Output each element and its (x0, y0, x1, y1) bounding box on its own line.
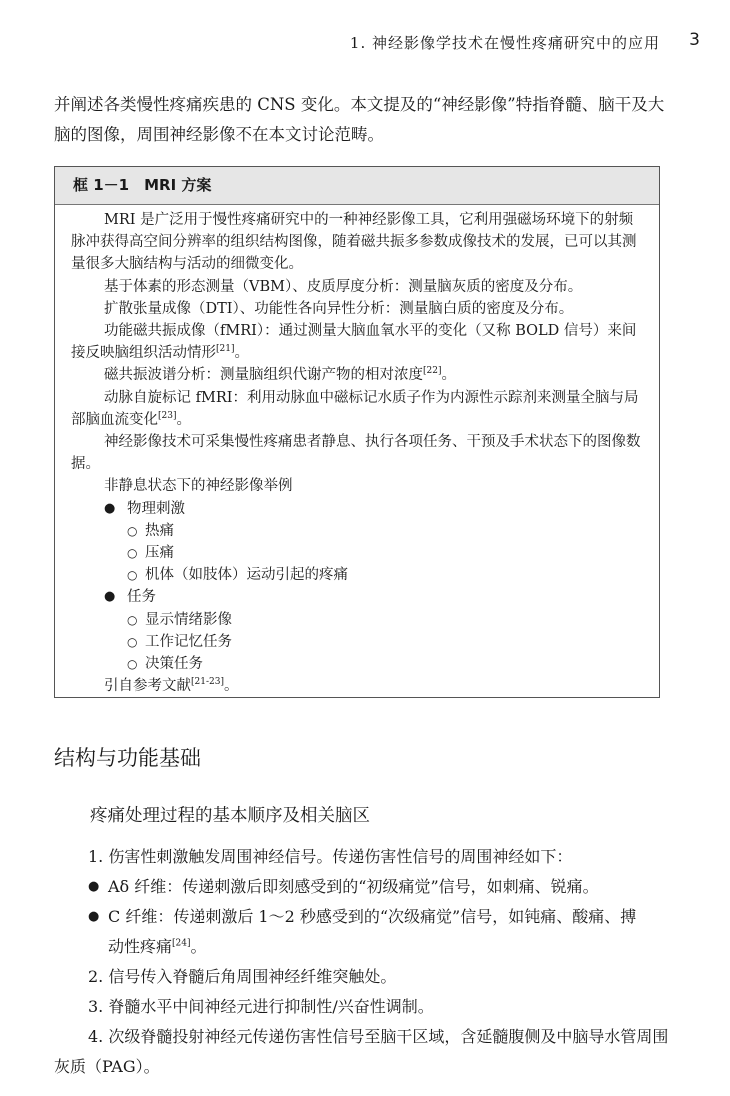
hollow-bullet-icon: ○ (127, 612, 138, 627)
running-title: 1. 神经影像学技术在慢性疼痛研究中的应用 (349, 34, 660, 52)
box-paragraph: 功能磁共振成像（fMRI）：通过测量大脑血氧水平的变化（又称 BOLD 信号）来间接反映脑组织活动情形[21]。 (71, 323, 637, 362)
citation: [22] (423, 366, 442, 377)
list-item: ● 任务 ○ 显示情绪影像 ○ 工作记忆任务 ○ 决策任务 (71, 586, 643, 675)
hollow-bullet-icon: ○ (127, 634, 138, 649)
examples-label: 非静息状态下的神经影像举例 (104, 478, 293, 495)
hollow-bullet-icon: ○ (127, 657, 138, 672)
bullet-icon: ● (88, 909, 100, 924)
body-text (54, 842, 674, 1082)
page-header (0, 30, 730, 54)
citation: [21] (216, 344, 235, 355)
list-item: ○ 决策任务 (127, 653, 643, 675)
bullet-icon: ● (104, 500, 116, 516)
list-item: ○ 热痛 (127, 520, 643, 542)
list-item: ● 物理刺激 ○ 热痛 ○ 压痛 ○ 机体（如肢体）运动引起的疼痛 (71, 498, 643, 587)
box-paragraph: 扩散张量成像（DTI）、功能性各向异性分析：测量脑白质的密度及分布。 (104, 300, 574, 317)
bullet-icon: ● (104, 589, 116, 605)
bullet-item: ● C 纤维：传递刺激后 1～2 秒感受到的“次级痛觉”信号，如钝痛、酸痛、搏 (54, 902, 674, 932)
citation: [21-23] (191, 677, 224, 688)
box-paragraph: 神经影像技术可采集慢性疼痛患者静息、执行各项任务、干预及手术状态下的图像数据。 (71, 434, 641, 473)
box-title: 框 1－1 MRI 方案 (55, 167, 659, 205)
page-number: 3 (689, 30, 700, 50)
box-paragraph: 动脉自旋标记 fMRI：利用动脉血中磁标记水质子作为内源性示踪剂来测量全脑与局部脑血流变化[23]。 (71, 389, 639, 428)
box-paragraph: MRI 是广泛用于慢性疼痛研究中的一种神经影像工具，它利用强磁场环境下的射频脉冲获得高空间分辨率的组织结构图像，随着磁共振多参数成像技术的发展，已可以其测量很多大脑结构与活动的细微变化。 (71, 212, 637, 273)
list-item: ○ 显示情绪影像 (127, 609, 643, 631)
list-item: ○ 工作记忆任务 (127, 631, 643, 653)
box-source: 引自参考文献[21-23]。 (104, 677, 239, 695)
examples-list (71, 498, 643, 676)
hollow-bullet-icon: ○ (127, 546, 138, 561)
box-paragraph: 磁共振波谱分析：测量脑组织代谢产物的相对浓度[22]。 (104, 366, 456, 384)
numbered-item: 4. 次级脊髓投射神经元传递伤害性信号至脑干区域，含延髓腹侧及中脑导水管周围灰质（PAG）。 (54, 1027, 669, 1076)
numbered-item: 2. 信号传入脊髓后角周围神经纤维突触处。 (88, 967, 397, 986)
bullet-item: ● Aδ 纤维：传递刺激后即刻感受到的“初级痛觉”信号，如刺痛、锐痛。 (54, 872, 674, 902)
numbered-item: 3. 脊髓水平中间神经元进行抑制性/兴奋性调制。 (88, 997, 434, 1016)
bullet-icon: ● (88, 879, 100, 894)
mri-protocol-box (54, 166, 660, 698)
intro-paragraph: 并阐述各类慢性疼痛疾患的 CNS 变化。本文提及的“神经影像”特指脊髓、脑干及大脑的图像，周围神经影像不在本文讨论范畴。 (54, 95, 665, 144)
box-paragraph: 基于体素的形态测量（VBM）、皮质厚度分析：测量脑灰质的密度及分布。 (104, 278, 583, 295)
list-item: ○ 机体（如肢体）运动引起的疼痛 (127, 564, 643, 586)
section-heading: 结构与功能基础 (54, 746, 201, 770)
numbered-item: 1. 伤害性刺激触发周围神经信号。传递伤害性信号的周围神经如下： (88, 847, 573, 866)
sub-list (127, 520, 643, 587)
citation: [24] (172, 938, 191, 949)
hollow-bullet-icon: ○ (127, 568, 138, 583)
bullet-item-continuation: 动性疼痛[24]。 (108, 937, 207, 956)
box-body (55, 205, 659, 697)
citation: [23] (158, 411, 177, 421)
hollow-bullet-icon: ○ (127, 523, 138, 538)
sub-list (127, 609, 643, 676)
list-item: ○ 压痛 (127, 542, 643, 564)
subsection-heading: 疼痛处理过程的基本顺序及相关脑区 (90, 806, 370, 826)
